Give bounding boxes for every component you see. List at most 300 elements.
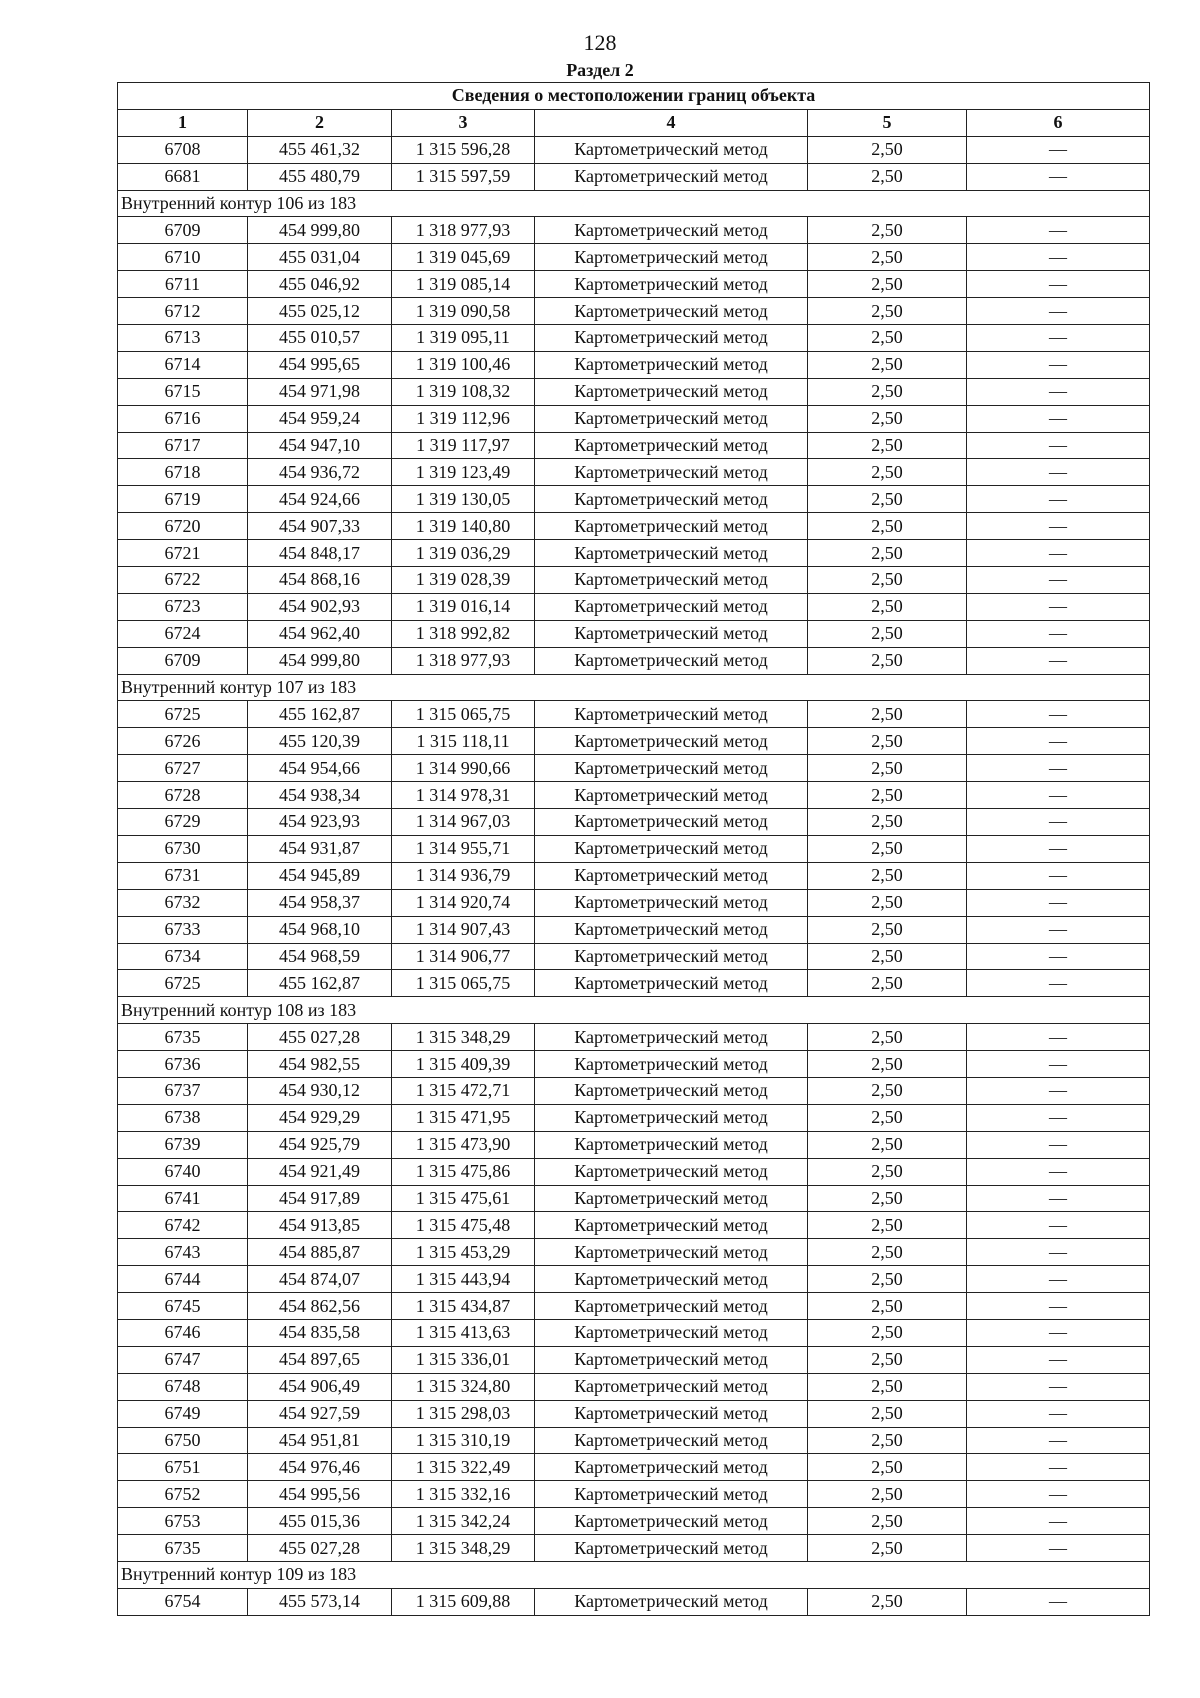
description: — bbox=[967, 1346, 1150, 1373]
coord-y: 1 319 095,11 bbox=[392, 325, 535, 352]
method: Картометрический метод bbox=[535, 1454, 808, 1481]
point-number: 6754 bbox=[118, 1588, 248, 1615]
table-row bbox=[118, 1158, 1150, 1185]
point-number: 6720 bbox=[118, 513, 248, 540]
coord-x: 454 862,56 bbox=[248, 1293, 392, 1320]
coord-y: 1 315 443,94 bbox=[392, 1266, 535, 1293]
accuracy: 2,50 bbox=[808, 1077, 967, 1104]
coord-x: 454 962,40 bbox=[248, 620, 392, 647]
accuracy: 2,50 bbox=[808, 728, 967, 755]
method: Картометрический метод bbox=[535, 943, 808, 970]
table-row bbox=[118, 970, 1150, 997]
method: Картометрический метод bbox=[535, 459, 808, 486]
point-number: 6721 bbox=[118, 540, 248, 567]
coord-x: 454 848,17 bbox=[248, 540, 392, 567]
table-title-row bbox=[118, 83, 1150, 110]
coord-x: 454 927,59 bbox=[248, 1400, 392, 1427]
point-number: 6709 bbox=[118, 217, 248, 244]
coord-x: 455 025,12 bbox=[248, 298, 392, 325]
point-number: 6714 bbox=[118, 351, 248, 378]
table-row bbox=[118, 271, 1150, 298]
method: Картометрический метод bbox=[535, 540, 808, 567]
point-number: 6735 bbox=[118, 1535, 248, 1562]
point-number: 6745 bbox=[118, 1293, 248, 1320]
method: Картометрический метод bbox=[535, 298, 808, 325]
coord-y: 1 315 473,90 bbox=[392, 1131, 535, 1158]
table-row bbox=[118, 1239, 1150, 1266]
boundary-table bbox=[117, 82, 1150, 1616]
method: Картометрический метод bbox=[535, 755, 808, 782]
coord-y: 1 319 045,69 bbox=[392, 244, 535, 271]
table-row bbox=[118, 244, 1150, 271]
description: — bbox=[967, 620, 1150, 647]
coord-x: 454 936,72 bbox=[248, 459, 392, 486]
coord-x: 454 947,10 bbox=[248, 432, 392, 459]
table-row bbox=[118, 1508, 1150, 1535]
table-row bbox=[118, 943, 1150, 970]
table-row bbox=[118, 835, 1150, 862]
method: Картометрический метод bbox=[535, 271, 808, 298]
table-row bbox=[118, 540, 1150, 567]
accuracy: 2,50 bbox=[808, 351, 967, 378]
point-number: 6681 bbox=[118, 163, 248, 190]
point-number: 6725 bbox=[118, 701, 248, 728]
coord-x: 454 959,24 bbox=[248, 405, 392, 432]
description: — bbox=[967, 351, 1150, 378]
coord-y: 1 319 112,96 bbox=[392, 405, 535, 432]
point-number: 6723 bbox=[118, 593, 248, 620]
table-row bbox=[118, 1535, 1150, 1562]
table-row bbox=[118, 351, 1150, 378]
table-row bbox=[118, 593, 1150, 620]
point-number: 6711 bbox=[118, 271, 248, 298]
point-number: 6718 bbox=[118, 459, 248, 486]
table-row bbox=[118, 378, 1150, 405]
description: — bbox=[967, 1104, 1150, 1131]
coord-y: 1 315 409,39 bbox=[392, 1051, 535, 1078]
contour-header-row bbox=[118, 190, 1150, 217]
accuracy: 2,50 bbox=[808, 620, 967, 647]
method: Картометрический метод bbox=[535, 916, 808, 943]
method: Картометрический метод bbox=[535, 1588, 808, 1615]
coord-x: 454 885,87 bbox=[248, 1239, 392, 1266]
contour-label: Внутренний контур 108 из 183 bbox=[118, 997, 1150, 1024]
coord-x: 454 999,80 bbox=[248, 217, 392, 244]
coord-y: 1 315 413,63 bbox=[392, 1319, 535, 1346]
accuracy: 2,50 bbox=[808, 405, 967, 432]
table-row bbox=[118, 862, 1150, 889]
table-row bbox=[118, 405, 1150, 432]
table-row bbox=[118, 1588, 1150, 1615]
table-row bbox=[118, 1427, 1150, 1454]
coord-y: 1 315 332,16 bbox=[392, 1481, 535, 1508]
method: Картометрический метод bbox=[535, 1104, 808, 1131]
accuracy: 2,50 bbox=[808, 970, 967, 997]
point-number: 6739 bbox=[118, 1131, 248, 1158]
method: Картометрический метод bbox=[535, 1077, 808, 1104]
coord-x: 454 938,34 bbox=[248, 782, 392, 809]
method: Картометрический метод bbox=[535, 809, 808, 836]
coord-x: 455 015,36 bbox=[248, 1508, 392, 1535]
coord-x: 454 874,07 bbox=[248, 1266, 392, 1293]
method: Картометрический метод bbox=[535, 1319, 808, 1346]
accuracy: 2,50 bbox=[808, 1024, 967, 1051]
table-row bbox=[118, 513, 1150, 540]
coord-y: 1 315 322,49 bbox=[392, 1454, 535, 1481]
description: — bbox=[967, 378, 1150, 405]
table-row bbox=[118, 1346, 1150, 1373]
accuracy: 2,50 bbox=[808, 217, 967, 244]
accuracy: 2,50 bbox=[808, 1131, 967, 1158]
description: — bbox=[967, 647, 1150, 674]
accuracy: 2,50 bbox=[808, 1212, 967, 1239]
method: Картометрический метод bbox=[535, 862, 808, 889]
description: — bbox=[967, 244, 1150, 271]
description: — bbox=[967, 1158, 1150, 1185]
coord-y: 1 318 992,82 bbox=[392, 620, 535, 647]
point-number: 6740 bbox=[118, 1158, 248, 1185]
coord-y: 1 315 597,59 bbox=[392, 163, 535, 190]
coord-y: 1 315 596,28 bbox=[392, 136, 535, 163]
method: Картометрический метод bbox=[535, 351, 808, 378]
accuracy: 2,50 bbox=[808, 1481, 967, 1508]
accuracy: 2,50 bbox=[808, 889, 967, 916]
accuracy: 2,50 bbox=[808, 1239, 967, 1266]
coord-y: 1 319 016,14 bbox=[392, 593, 535, 620]
accuracy: 2,50 bbox=[808, 782, 967, 809]
column-header-row bbox=[118, 109, 1150, 136]
description: — bbox=[967, 862, 1150, 889]
method: Картометрический метод bbox=[535, 1481, 808, 1508]
description: — bbox=[967, 1266, 1150, 1293]
coord-x: 454 929,29 bbox=[248, 1104, 392, 1131]
accuracy: 2,50 bbox=[808, 513, 967, 540]
table-row bbox=[118, 1454, 1150, 1481]
point-number: 6748 bbox=[118, 1373, 248, 1400]
accuracy: 2,50 bbox=[808, 298, 967, 325]
table-row bbox=[118, 325, 1150, 352]
table-row bbox=[118, 1185, 1150, 1212]
accuracy: 2,50 bbox=[808, 459, 967, 486]
coord-x: 454 924,66 bbox=[248, 486, 392, 513]
method: Картометрический метод bbox=[535, 1535, 808, 1562]
coord-y: 1 315 336,01 bbox=[392, 1346, 535, 1373]
contour-label: Внутренний контур 109 из 183 bbox=[118, 1561, 1150, 1588]
coord-x: 454 925,79 bbox=[248, 1131, 392, 1158]
coord-x: 454 917,89 bbox=[248, 1185, 392, 1212]
point-number: 6753 bbox=[118, 1508, 248, 1535]
description: — bbox=[967, 325, 1150, 352]
description: — bbox=[967, 755, 1150, 782]
description: — bbox=[967, 298, 1150, 325]
point-number: 6743 bbox=[118, 1239, 248, 1266]
point-number: 6728 bbox=[118, 782, 248, 809]
contour-header-row bbox=[118, 997, 1150, 1024]
accuracy: 2,50 bbox=[808, 647, 967, 674]
description: — bbox=[967, 486, 1150, 513]
method: Картометрический метод bbox=[535, 1131, 808, 1158]
description: — bbox=[967, 271, 1150, 298]
table-row bbox=[118, 1077, 1150, 1104]
description: — bbox=[967, 970, 1150, 997]
description: — bbox=[967, 782, 1150, 809]
coord-x: 454 868,16 bbox=[248, 567, 392, 594]
description: — bbox=[967, 136, 1150, 163]
method: Картометрический метод bbox=[535, 217, 808, 244]
accuracy: 2,50 bbox=[808, 1266, 967, 1293]
description: — bbox=[967, 943, 1150, 970]
point-number: 6725 bbox=[118, 970, 248, 997]
description: — bbox=[967, 701, 1150, 728]
description: — bbox=[967, 1293, 1150, 1320]
coord-y: 1 315 065,75 bbox=[392, 970, 535, 997]
description: — bbox=[967, 1588, 1150, 1615]
coord-x: 454 897,65 bbox=[248, 1346, 392, 1373]
description: — bbox=[967, 1212, 1150, 1239]
accuracy: 2,50 bbox=[808, 1293, 967, 1320]
coord-x: 455 010,57 bbox=[248, 325, 392, 352]
accuracy: 2,50 bbox=[808, 1400, 967, 1427]
method: Картометрический метод bbox=[535, 782, 808, 809]
point-number: 6722 bbox=[118, 567, 248, 594]
accuracy: 2,50 bbox=[808, 1346, 967, 1373]
method: Картометрический метод bbox=[535, 1051, 808, 1078]
coord-y: 1 319 140,80 bbox=[392, 513, 535, 540]
coord-y: 1 315 348,29 bbox=[392, 1535, 535, 1562]
description: — bbox=[967, 217, 1150, 244]
method: Картометрический метод bbox=[535, 889, 808, 916]
point-number: 6752 bbox=[118, 1481, 248, 1508]
coord-y: 1 319 036,29 bbox=[392, 540, 535, 567]
description: — bbox=[967, 1454, 1150, 1481]
point-number: 6724 bbox=[118, 620, 248, 647]
table-row bbox=[118, 701, 1150, 728]
method: Картометрический метод bbox=[535, 163, 808, 190]
method: Картометрический метод bbox=[535, 244, 808, 271]
description: — bbox=[967, 1319, 1150, 1346]
coord-y: 1 315 310,19 bbox=[392, 1427, 535, 1454]
coord-x: 454 930,12 bbox=[248, 1077, 392, 1104]
description: — bbox=[967, 1535, 1150, 1562]
coord-y: 1 318 977,93 bbox=[392, 647, 535, 674]
method: Картометрический метод bbox=[535, 593, 808, 620]
column-header: 6 bbox=[967, 109, 1150, 136]
point-number: 6709 bbox=[118, 647, 248, 674]
coord-x: 454 995,65 bbox=[248, 351, 392, 378]
coord-x: 454 923,93 bbox=[248, 809, 392, 836]
point-number: 6713 bbox=[118, 325, 248, 352]
coord-x: 454 968,59 bbox=[248, 943, 392, 970]
method: Картометрический метод bbox=[535, 1508, 808, 1535]
contour-header-row bbox=[118, 674, 1150, 701]
accuracy: 2,50 bbox=[808, 486, 967, 513]
coord-y: 1 315 475,48 bbox=[392, 1212, 535, 1239]
method: Картометрический метод bbox=[535, 1239, 808, 1266]
coord-x: 455 027,28 bbox=[248, 1024, 392, 1051]
point-number: 6727 bbox=[118, 755, 248, 782]
point-number: 6737 bbox=[118, 1077, 248, 1104]
point-number: 6734 bbox=[118, 943, 248, 970]
table-row bbox=[118, 298, 1150, 325]
coord-y: 1 319 100,46 bbox=[392, 351, 535, 378]
coord-y: 1 314 990,66 bbox=[392, 755, 535, 782]
method: Картометрический метод bbox=[535, 1266, 808, 1293]
coord-y: 1 314 906,77 bbox=[392, 943, 535, 970]
coord-y: 1 314 955,71 bbox=[392, 835, 535, 862]
accuracy: 2,50 bbox=[808, 916, 967, 943]
coord-y: 1 315 118,11 bbox=[392, 728, 535, 755]
table-body bbox=[118, 136, 1150, 1615]
description: — bbox=[967, 1427, 1150, 1454]
accuracy: 2,50 bbox=[808, 701, 967, 728]
coord-x: 454 921,49 bbox=[248, 1158, 392, 1185]
accuracy: 2,50 bbox=[808, 1427, 967, 1454]
description: — bbox=[967, 432, 1150, 459]
point-number: 6712 bbox=[118, 298, 248, 325]
description: — bbox=[967, 835, 1150, 862]
description: — bbox=[967, 728, 1150, 755]
column-header: 5 bbox=[808, 109, 967, 136]
description: — bbox=[967, 1400, 1150, 1427]
accuracy: 2,50 bbox=[808, 862, 967, 889]
accuracy: 2,50 bbox=[808, 943, 967, 970]
method: Картометрический метод bbox=[535, 835, 808, 862]
description: — bbox=[967, 163, 1150, 190]
accuracy: 2,50 bbox=[808, 163, 967, 190]
description: — bbox=[967, 567, 1150, 594]
coord-y: 1 315 342,24 bbox=[392, 1508, 535, 1535]
accuracy: 2,50 bbox=[808, 755, 967, 782]
coord-x: 455 046,92 bbox=[248, 271, 392, 298]
coord-y: 1 314 920,74 bbox=[392, 889, 535, 916]
point-number: 6719 bbox=[118, 486, 248, 513]
coord-x: 455 461,32 bbox=[248, 136, 392, 163]
coord-y: 1 314 978,31 bbox=[392, 782, 535, 809]
coord-x: 454 951,81 bbox=[248, 1427, 392, 1454]
accuracy: 2,50 bbox=[808, 1051, 967, 1078]
coord-x: 454 982,55 bbox=[248, 1051, 392, 1078]
method: Картометрический метод bbox=[535, 1373, 808, 1400]
table-row bbox=[118, 1373, 1150, 1400]
table-row bbox=[118, 432, 1150, 459]
table-row bbox=[118, 1024, 1150, 1051]
coord-y: 1 319 117,97 bbox=[392, 432, 535, 459]
point-number: 6726 bbox=[118, 728, 248, 755]
table-row bbox=[118, 1400, 1150, 1427]
coord-x: 454 958,37 bbox=[248, 889, 392, 916]
description: — bbox=[967, 1373, 1150, 1400]
method: Картометрический метод bbox=[535, 136, 808, 163]
table-row bbox=[118, 1212, 1150, 1239]
coord-x: 455 480,79 bbox=[248, 163, 392, 190]
method: Картометрический метод bbox=[535, 1212, 808, 1239]
method: Картометрический метод bbox=[535, 647, 808, 674]
coord-y: 1 314 907,43 bbox=[392, 916, 535, 943]
point-number: 6717 bbox=[118, 432, 248, 459]
description: — bbox=[967, 1051, 1150, 1078]
coord-x: 454 835,58 bbox=[248, 1319, 392, 1346]
coord-y: 1 319 130,05 bbox=[392, 486, 535, 513]
section-title: Раздел 2 bbox=[566, 60, 634, 80]
method: Картометрический метод bbox=[535, 378, 808, 405]
point-number: 6733 bbox=[118, 916, 248, 943]
description: — bbox=[967, 1508, 1150, 1535]
method: Картометрический метод bbox=[535, 701, 808, 728]
accuracy: 2,50 bbox=[808, 244, 967, 271]
table-title: Сведения о местоположении границ объекта bbox=[118, 83, 1150, 110]
coord-x: 454 906,49 bbox=[248, 1373, 392, 1400]
point-number: 6750 bbox=[118, 1427, 248, 1454]
accuracy: 2,50 bbox=[808, 378, 967, 405]
coord-y: 1 314 967,03 bbox=[392, 809, 535, 836]
coord-y: 1 319 028,39 bbox=[392, 567, 535, 594]
description: — bbox=[967, 916, 1150, 943]
table-row bbox=[118, 459, 1150, 486]
accuracy: 2,50 bbox=[808, 1104, 967, 1131]
description: — bbox=[967, 513, 1150, 540]
point-number: 6738 bbox=[118, 1104, 248, 1131]
column-header: 4 bbox=[535, 109, 808, 136]
table-row bbox=[118, 486, 1150, 513]
table-row bbox=[118, 1293, 1150, 1320]
point-number: 6746 bbox=[118, 1319, 248, 1346]
coord-x: 454 945,89 bbox=[248, 862, 392, 889]
table-row bbox=[118, 916, 1150, 943]
contour-label: Внутренний контур 107 из 183 bbox=[118, 674, 1150, 701]
accuracy: 2,50 bbox=[808, 1158, 967, 1185]
description: — bbox=[967, 1481, 1150, 1508]
method: Картометрический метод bbox=[535, 1346, 808, 1373]
coord-y: 1 319 085,14 bbox=[392, 271, 535, 298]
accuracy: 2,50 bbox=[808, 593, 967, 620]
description: — bbox=[967, 889, 1150, 916]
method: Картометрический метод bbox=[535, 620, 808, 647]
accuracy: 2,50 bbox=[808, 432, 967, 459]
description: — bbox=[967, 405, 1150, 432]
method: Картометрический метод bbox=[535, 970, 808, 997]
method: Картометрический метод bbox=[535, 1293, 808, 1320]
description: — bbox=[967, 1239, 1150, 1266]
contour-header-row bbox=[118, 1561, 1150, 1588]
coord-y: 1 315 324,80 bbox=[392, 1373, 535, 1400]
method: Картометрический метод bbox=[535, 1158, 808, 1185]
accuracy: 2,50 bbox=[808, 1535, 967, 1562]
method: Картометрический метод bbox=[535, 1400, 808, 1427]
coord-x: 454 931,87 bbox=[248, 835, 392, 862]
coord-x: 454 976,46 bbox=[248, 1454, 392, 1481]
coord-x: 455 162,87 bbox=[248, 701, 392, 728]
coord-y: 1 315 609,88 bbox=[392, 1588, 535, 1615]
description: — bbox=[967, 1131, 1150, 1158]
description: — bbox=[967, 1185, 1150, 1212]
accuracy: 2,50 bbox=[808, 835, 967, 862]
coord-x: 454 968,10 bbox=[248, 916, 392, 943]
accuracy: 2,50 bbox=[808, 1319, 967, 1346]
description: — bbox=[967, 459, 1150, 486]
table-row bbox=[118, 1104, 1150, 1131]
table-row bbox=[118, 647, 1150, 674]
point-number: 6715 bbox=[118, 378, 248, 405]
coord-x: 455 027,28 bbox=[248, 1535, 392, 1562]
accuracy: 2,50 bbox=[808, 1454, 967, 1481]
table-row bbox=[118, 728, 1150, 755]
coord-y: 1 318 977,93 bbox=[392, 217, 535, 244]
accuracy: 2,50 bbox=[808, 1185, 967, 1212]
point-number: 6731 bbox=[118, 862, 248, 889]
coord-y: 1 319 108,32 bbox=[392, 378, 535, 405]
column-header: 1 bbox=[118, 109, 248, 136]
table-row bbox=[118, 620, 1150, 647]
